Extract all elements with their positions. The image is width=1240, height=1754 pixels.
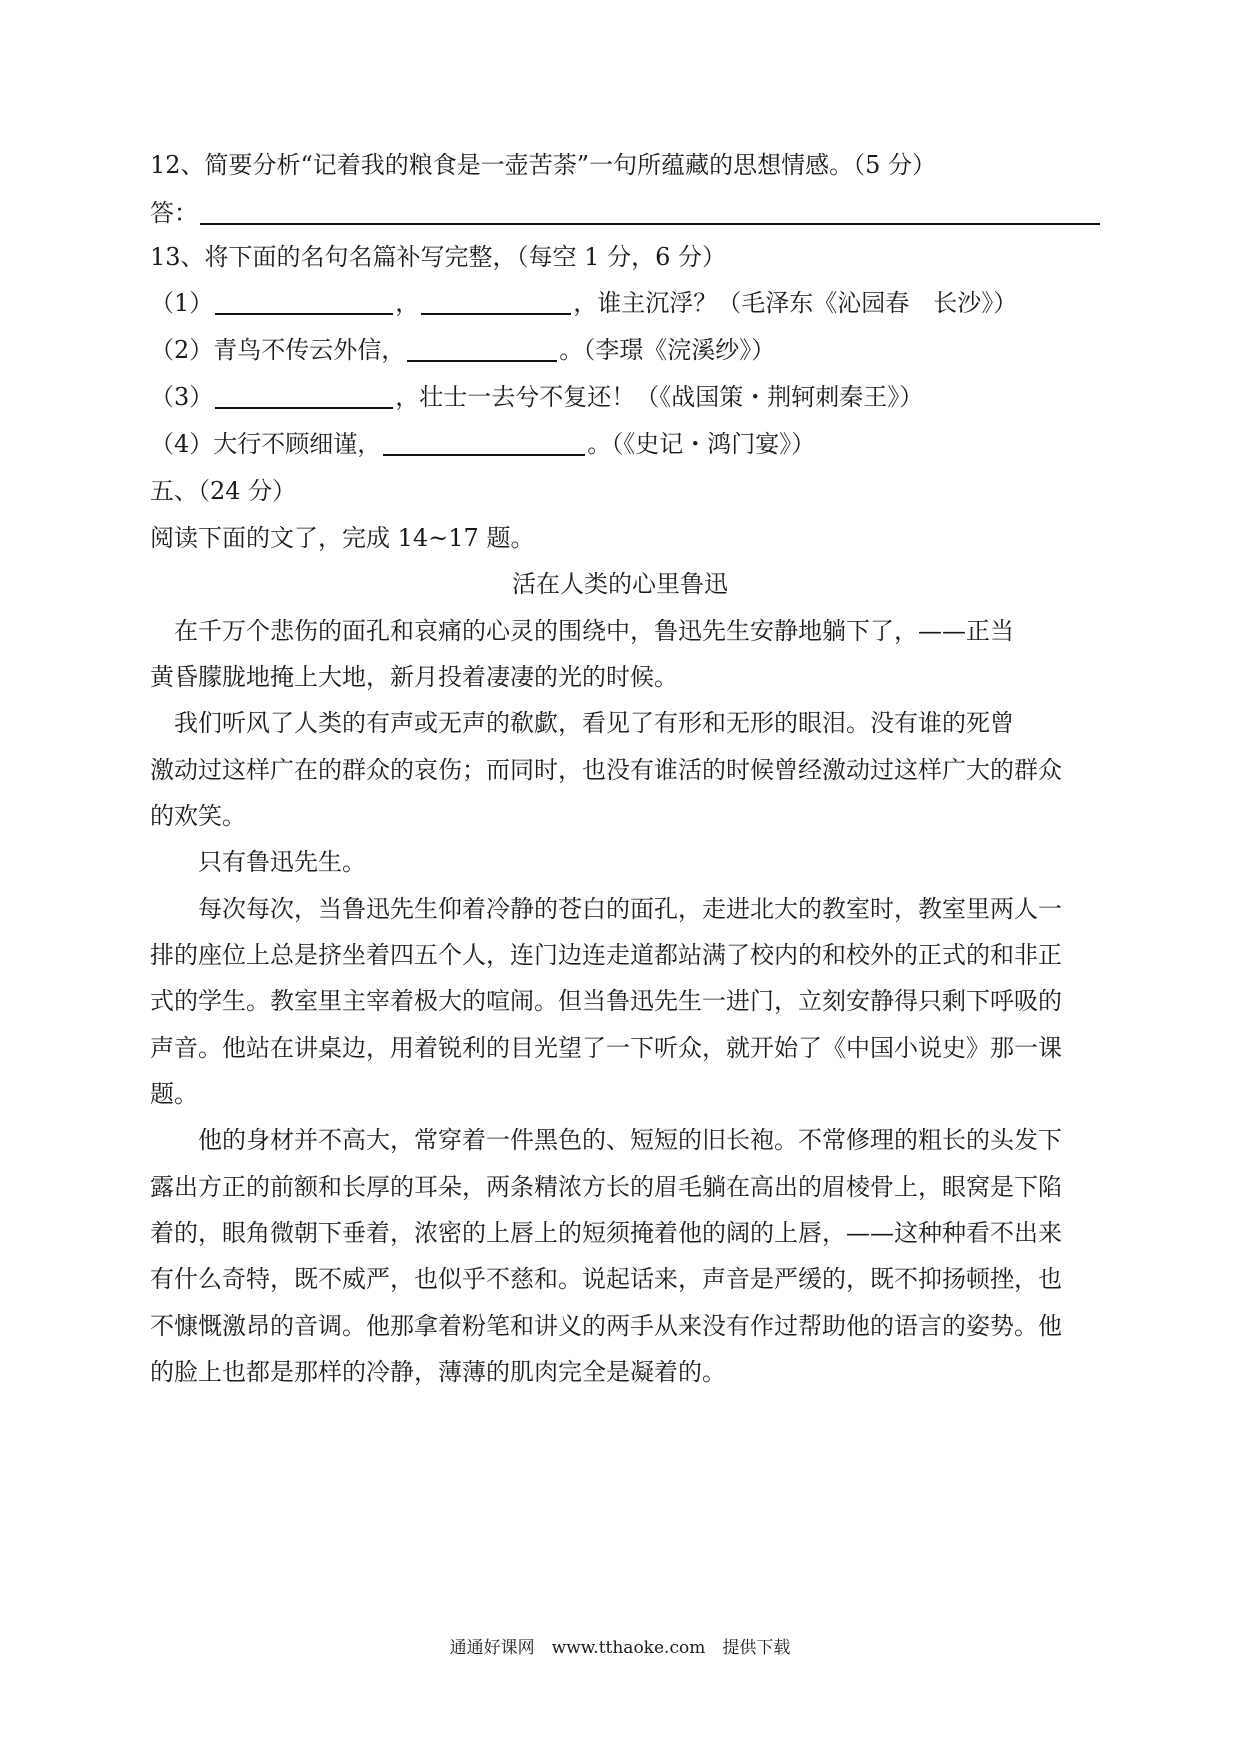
answer-blank[interactable]	[200, 199, 1100, 225]
item-3-blank[interactable]	[215, 383, 393, 409]
answer-label: 答：	[150, 199, 198, 227]
item-1-number: （1）	[150, 289, 214, 317]
question-12-answer-row	[150, 196, 1100, 230]
passage-line: 的脸上也都是那样的冷静，薄薄的肌肉完全是凝着的。	[150, 1358, 726, 1386]
passage-line: 式的学生。教室里主宰着极大的喧闹。但当鲁迅先生一进门，立刻安静得只剩下呼吸的	[150, 987, 1062, 1015]
passage-line: 声音。他站在讲桌边，用着锐利的目光望了一下听众，就开始了《中国小说史》那一课	[150, 1034, 1062, 1062]
passage-title: 活在人类的心里鲁迅	[512, 570, 728, 598]
question-12-prompt: 12、简要分析“记着我的粮食是一壶苦荼”一句所蕴藏的思想情感。（5 分）	[150, 151, 936, 179]
passage-line: 有什么奇特，既不威严，也似乎不慈和。说起话来，声音是严缓的，既不抑扬顿挫，也	[150, 1265, 1062, 1293]
passage-line: 激动过这样广在的群众的哀伤；而同时，也没有谁活的时候曾经激动过这样广大的群众	[150, 756, 1062, 784]
item-1-tail: ，谁主沉浮？（毛泽东《沁园春 长沙》）	[573, 289, 1018, 317]
item-4-head: （4）大行不顾细谨，	[150, 430, 382, 458]
passage-line: 黄昏朦胧地掩上大地，新月投着凄凄的光的时候。	[150, 663, 678, 691]
passage-line: 每次每次，当鲁迅先生仰着冷静的苍白的面孔，走进北大的教室时，教室里两人一	[198, 895, 1062, 923]
passage-line: 着的，眼角微朝下垂着，浓密的上唇上的短须掩着他的阔的上唇，——这种种看不出来	[150, 1219, 1062, 1247]
question-13-item-2	[150, 333, 1100, 367]
item-4-tail: 。（《史记・鸿门宴》）	[587, 430, 816, 458]
question-13-item-1	[150, 286, 1100, 320]
item-1-blank-a[interactable]	[215, 289, 393, 315]
item-3-number: （3）	[150, 383, 214, 411]
passage-line: 露出方正的前额和长厚的耳朵，两条精浓方长的眉毛躺在高出的眉棱骨上，眼窝是下陷	[150, 1173, 1062, 1201]
section-5-heading: 五、（24 分）	[150, 477, 297, 505]
item-2-head: （2）青鸟不传云外信，	[150, 336, 406, 364]
passage-line: 在千万个悲伤的面孔和哀痛的心灵的围绕中，鲁迅先生安静地躺下了，——正当	[150, 617, 1014, 645]
item-1-separator: ，	[395, 289, 420, 317]
item-1-blank-b[interactable]	[421, 289, 571, 315]
section-5-instruction: 阅读下面的文了，完成 14~17 题。	[150, 524, 535, 552]
passage-line: 排的座位上总是挤坐着四五个人，连门边连走道都站满了校内的和校外的正式的和非正	[150, 941, 1062, 969]
passage-line: 题。	[150, 1080, 198, 1108]
passage-line: 的欢笑。	[150, 802, 246, 830]
item-2-blank[interactable]	[407, 336, 557, 362]
passage-line: 只有鲁迅先生。	[198, 848, 366, 876]
footer-credit: 通通好课网 www.tthaoke.com 提供下载	[449, 1638, 791, 1658]
question-13-item-4	[150, 427, 1100, 461]
item-3-tail: ，壮士一去兮不复还！（《战国策・荆轲刺秦王》）	[395, 383, 924, 411]
passage-line: 不慷慨激昂的音调。他那拿着粉笔和讲义的两手从来没有作过帮助他的语言的姿势。他	[150, 1312, 1062, 1340]
item-4-blank[interactable]	[383, 430, 585, 456]
passage-line: 我们听风了人类的有声或无声的欷歔，看见了有形和无形的眼泪。没有谁的死曾	[150, 709, 1014, 737]
question-13-prompt: 13、将下面的名句名篇补写完整，（每空 1 分，6 分）	[150, 243, 726, 271]
question-13-item-3	[150, 380, 1100, 414]
item-2-tail: 。（李璟《浣溪纱》）	[559, 336, 776, 364]
passage-line: 他的身材并不高大，常穿着一件黑色的、短短的旧长袍。不常修理的粗长的头发下	[198, 1126, 1062, 1154]
